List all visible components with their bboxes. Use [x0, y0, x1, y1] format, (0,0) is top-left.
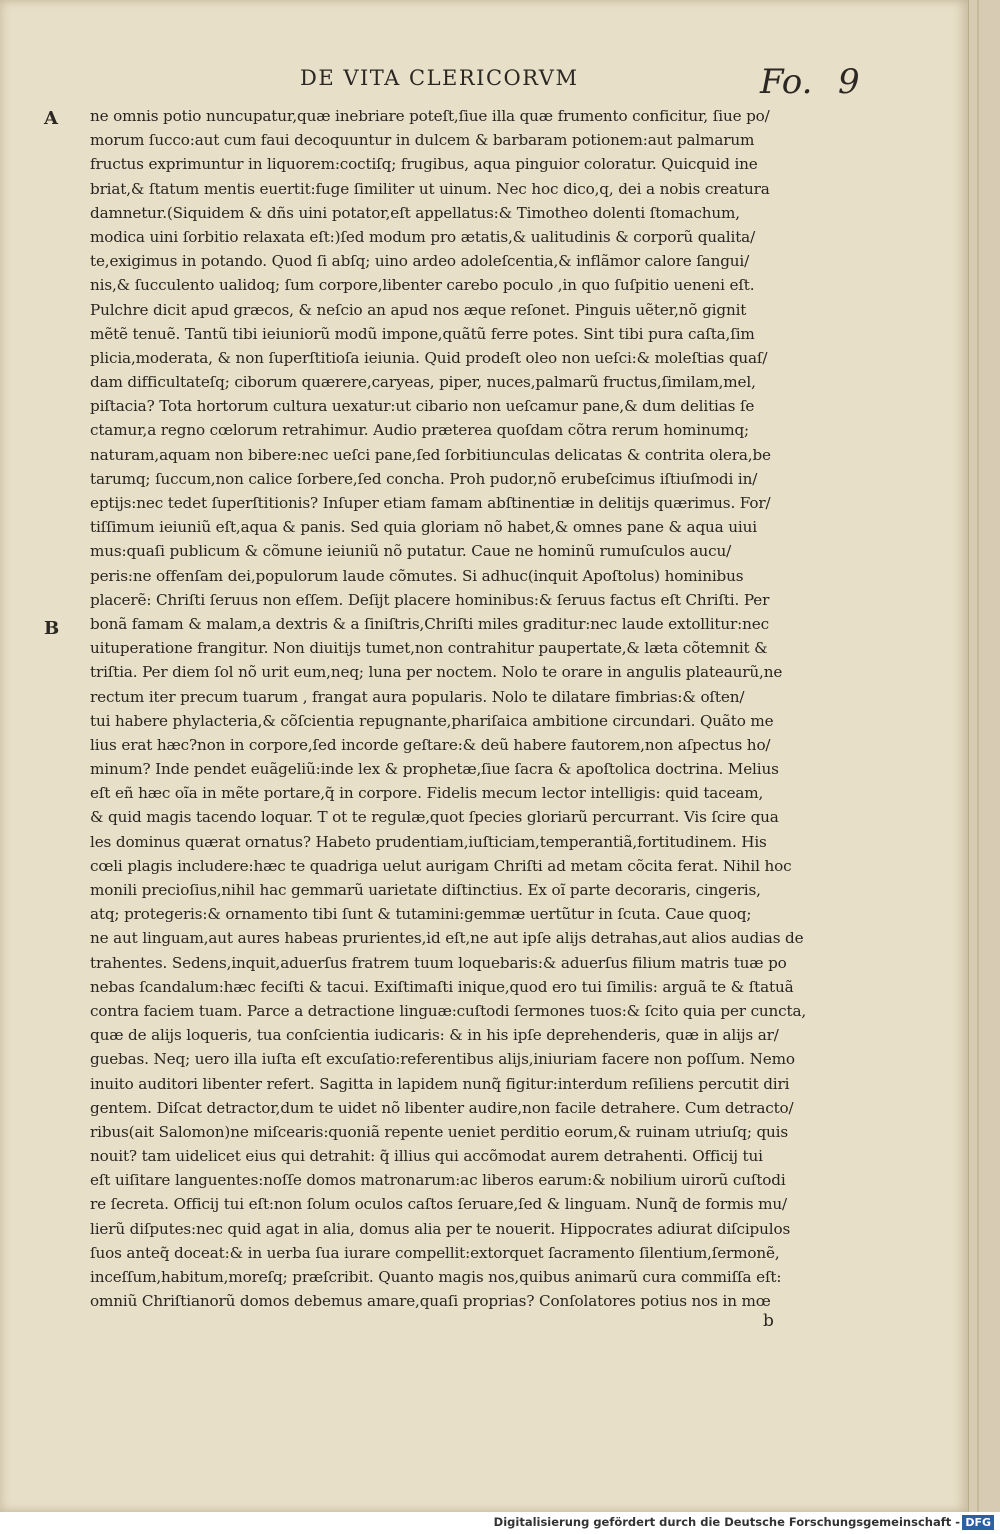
text-line: contra faciem tuam. Parce a detractione linguæ:cuſtodi ſermones tuos:& ſcito quia per cuncta, [90, 1001, 807, 1020]
text-line: les dominus quærat ornatus? Habeto prudentiam,iuſticiam,temperantiã,fortitudinem. His [90, 832, 767, 851]
text-line: peris:ne offenſam dei,populorum laude cõmutes. Si adhuc(inquit Apoſtolus) hominibus [90, 566, 744, 585]
text-line: guebas. Neq; uero illa iuſta eſt excuſatio:referentibus alijs,iniuriam facere non poſſum. Nemo [90, 1050, 795, 1069]
text-line: cœli plagis includere:hæc te quadriga uelut aurigam Chriſti ad metam cõcita ferat. Nihil hoc [90, 856, 792, 875]
signature-mark: b [763, 1311, 774, 1331]
text-line: placerẽ: Chriſti ſeruus non eſſem. Deſijt placere hominibus:& ſeruus factus eſt Chriſti. Per [90, 590, 770, 609]
text-line: & quid magis tacendo loquar. T ot te regulæ,quot ſpecies gloriarũ percurrant. Vis ſcire qua [90, 808, 779, 827]
text-line: ne aut linguam,aut aures habeas prurientes,id eſt,ne aut ipſe alijs detrahas,aut alios audias de [90, 929, 804, 948]
text-line: mus:quaſi publicum & cõmune ieiuniũ nõ putatur. Caue ne hominũ rumuſculos aucu/ [90, 542, 732, 561]
folio-number: 9 [838, 62, 860, 102]
text-line: re ſecreta. Officij tui eſt:non ſolum oculos caſtos ſeruare,ſed & linguam. Nunq̃ de formis mu/ [90, 1195, 787, 1214]
text-line: lius erat hæc?non in corpore,ſed incorde geſtare:& deũ habere fautorem,non aſpectus ho/ [90, 735, 771, 754]
text-line: mẽtẽ tenuẽ. Tantũ tibi ieiuniorũ modũ impone,quãtũ ferre potes. Sint tibi pura caſta,ſim [90, 324, 755, 343]
text-line: ne omnis potio nuncupatur,quæ inebriare poteſt,ſiue illa quæ frumento conficitur, ſiue po/ [90, 107, 770, 125]
text-line: ſuos anteq̃ doceat:& in uerba ſua iurare compellit:extorquet ſacramento ſilentium,ſermonẽ, [90, 1243, 780, 1262]
footer-credit: Digitalisierung gefördert durch die Deutsche Forschungsgemeinschaft - [493, 1515, 960, 1529]
text-line: nouit? tam uidelicet eius qui detrahit: q̃ illius qui accõmodat aurem detrahenti. Officij tui [90, 1147, 763, 1166]
text-line: dam difficultateſq; ciborum quærere,caryeas, piper, nuces,palmarũ fructus,ſimilam,mel, [90, 373, 756, 392]
text-line: omniũ Chriſtianorũ domos debemus amare,quaſi proprias? Conſolatores potius nos in mœ [90, 1292, 771, 1311]
text-line: tarumq; ſuccum,non calice ſorbere,ſed concha. Proh pudor,nõ erubeſcimus iſtiuſmodi in/ [90, 469, 758, 488]
text-line: eſt uiſitare languentes:noſſe domos matronarum:ac liberos earum:& nobilium uirorũ cuſtodi [90, 1171, 786, 1190]
text-line: tui habere phylacteria,& cõſcientia repugnante,phariſaica ambitione circundari. Quãto me [90, 711, 774, 730]
text-line: tiſſimum ieiuniũ eſt,aqua & panis. Sed quia gloriam nõ habet,& omnes pane & aqua uiui [90, 518, 757, 537]
page-header [0, 62, 968, 110]
text-line: fructus exprimuntur in liquorem:coctiſq; frugibus, aqua pinguior coloratur. Quicquid ine [90, 155, 758, 174]
text-line: nis,& ſucculento ualidoq; ſum corpore,libenter carebo poculo ,in quo ſuſpitio ueneni eſt. [90, 276, 755, 295]
text-line: eſt eñ hæc oĩa in mẽte portare,q̃ in corpore. Fidelis mecum lector intelligis: quid taceam, [90, 784, 764, 803]
text-line: inceſſum,habitum,moreſq; præſcribit. Quanto magis nos,quibus animarũ cura commiſſa eſt: [90, 1268, 782, 1286]
text-line: naturam,aquam non bibere:nec ueſci pane,ſed ſorbitiunculas delicatas & contrita olera,be [90, 445, 771, 464]
text-line: quæ de alijs loqueris, tua conſcientia iudicaris: & in his ipſe deprehenderis, quæ in alijs ar/ [90, 1026, 779, 1045]
text-line: gentem. Diſcat detractor,dum te uidet nõ libenter audire,non facile detrahere. Cum detracto/ [90, 1098, 794, 1117]
margin-letter-b: B [44, 618, 60, 639]
text-line: nebas ſcandalum:hæc feciſti & tacui. Exiſtimaſti inique,quod ero tui ſimilis: arguã te & ſtatuã [90, 977, 794, 996]
text-line: atq; protegeris:& ornamento tibi ſunt & tutamini:gemmæ uertũtur in ſcuta. Caue quoq; [90, 905, 752, 924]
text-line: minum? Inde pendet euãgeliũ:inde lex & prophetæ,ſiue ſacra & apoſtolica doctrina. Melius [90, 760, 779, 779]
body-text [90, 104, 850, 1313]
text-line: Pulchre dicit apud græcos, & neſcio an apud nos æque reſonet. Pinguis uẽter,nõ gignit [90, 300, 747, 319]
text-line: modica uini ſorbitio relaxata eſt:)ſed modum pro ætatis,& ualitudinis & corporũ qualita/ [90, 227, 756, 246]
text-line: trahentes. Sedens,inquit,aduerſus fratrem tuum loquebaris:& aduerſus filium matris tuæ po [90, 953, 787, 972]
dfg-logo: DFG [962, 1515, 994, 1530]
book-edge [968, 0, 1000, 1512]
margin-letter-a: A [44, 108, 58, 129]
text-line: inuito auditori libenter refert. Sagitta in lapidem nunq̃ figitur:interdum reſiliens percutit diri [90, 1074, 790, 1093]
text-line: bonã famam & malam,a dextris & a ſiniſtris,Chriſti miles graditur:nec laude extollitur:nec [90, 614, 769, 633]
text-line: eptijs:nec tedet ſuperſtitionis? Inſuper etiam famam abſtinentiæ in delitijs quærimus. For/ [90, 494, 771, 512]
text-line: damnetur.(Siquidem & dñs uini potator,eſt appellatus:& Timotheo dolenti ſtomachum, [90, 203, 740, 222]
text-line: morum ſucco:aut cum faui decoquuntur in dulcem & barbaram potionem:aut palmarum [90, 131, 755, 150]
text-line: monili precioſius,nihil hac gemmarũ uarietate diſtinctius. Ex oĩ parte decoraris, cingeris, [90, 881, 761, 899]
running-title: DE VITA CLERICORVM [300, 66, 579, 90]
text-line: rectum iter precum tuarum , frangat aura popularis. Nolo te dilatare fimbrias:& oſten/ [90, 687, 745, 706]
text-line: triſtia. Per diem ſol nõ urit eum,neq; luna per noctem. Nolo te orare in angulis plateaurũ,ne [90, 663, 783, 682]
footer-band [0, 1512, 1000, 1534]
text-line: briat,& ſtatum mentis euertit:fuge ſimiliter ut uinum. Nec hoc dico,q, dei a nobis creatura [90, 179, 770, 198]
text-line: plicia,moderata, & non ſuperſtitioſa ieiunia. Quid prodeſt oleo non ueſci:& moleſtias quaſ/ [90, 348, 768, 367]
text-line: ribus(ait Salomon)ne miſcearis:quoniã repente ueniet perditio eorum,& ruinam utriuſq; quis [90, 1122, 789, 1141]
folio-label: Fo. [760, 62, 813, 102]
text-line: lierũ diſputes:nec quid agat in alia, domus alia per te nouerit. Hippocrates adiurat diſcipulos [90, 1219, 791, 1238]
text-line: ctamur,a regno cœlorum retrahimur. Audio præterea quoſdam cõtra rerum hominumq; [90, 421, 750, 440]
text-line: uituperatione frangitur. Non diuitijs tumet,non contrahitur paupertate,& læta cõtemnit & [90, 639, 768, 658]
text-line: te,exigimus in potando. Quod ſi abſq; uino ardeo adoleſcentia,& inflãmor calore ſangui/ [90, 252, 750, 271]
text-line: piſtacia? Tota hortorum cultura uexatur:ut cibario non ueſcamur pane,& dum delitias ſe [90, 397, 755, 416]
